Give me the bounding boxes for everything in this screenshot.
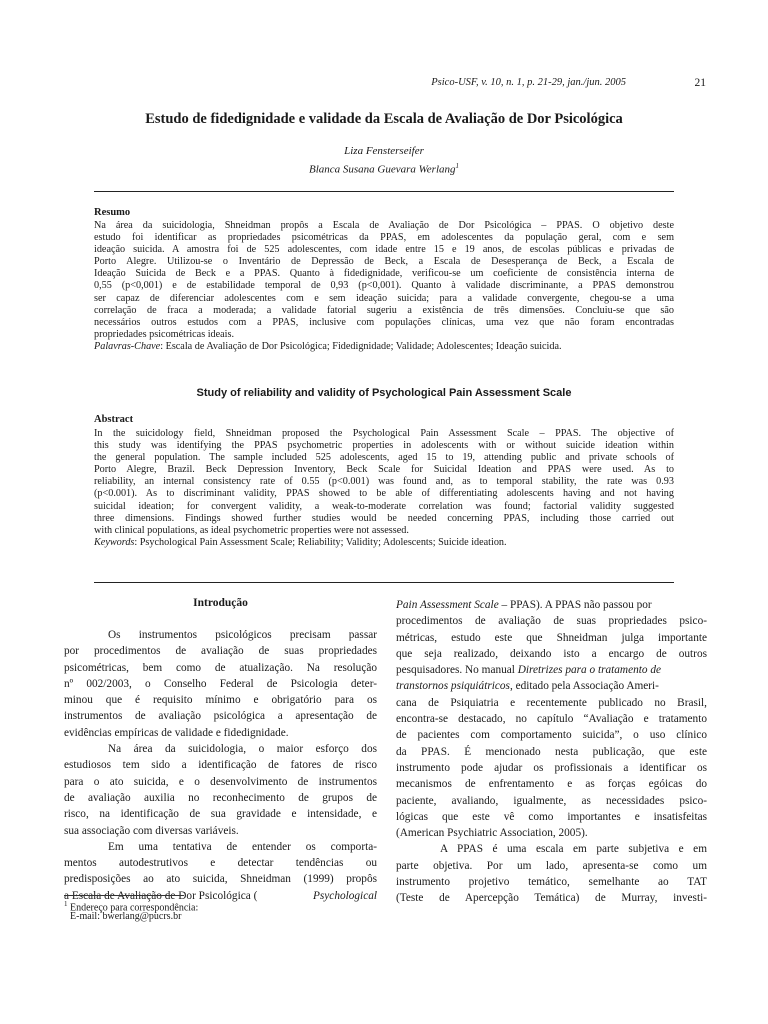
top-divider xyxy=(94,191,674,192)
abstract-line: with clinical populations, as ideal psychometric properties were not assessed. xyxy=(94,524,409,536)
intro-line: Na área da suicidologia, o maior esforço dos xyxy=(108,743,377,756)
intro-line-italic: Pain Assessment Scale xyxy=(396,599,499,611)
intro-line: sua associação com diversas variáveis. xyxy=(64,824,239,837)
abstract-line: (p<0.001). As to discriminant validity, PPAS showed to be able of differentiating adolescents having and not having xyxy=(94,488,674,500)
intro-line: de avaliação auxilia no reconhecimento de grupos de xyxy=(64,791,377,804)
intro-right-column xyxy=(396,597,707,907)
footnote-marker: 1 xyxy=(64,900,68,908)
abstract-body xyxy=(94,428,674,549)
intro-line-text: pesquisadores. No manual xyxy=(396,664,518,677)
intro-line: para o ato suicida, e o desenvolvimento de instrumentos xyxy=(64,775,377,788)
intro-line: nº 002/2003, o Conselho Federal de Psicologia deter- xyxy=(64,677,377,690)
resumo-keywords-text: : Escala de Avaliação de Dor Psicológica; Fidedignidade; Validade; Adolescentes; Ideação suicida. xyxy=(160,340,562,352)
journal-citation: Psico-USF, v. 10, n. 1, p. 21-29, jan./jun. 2005 xyxy=(431,77,626,88)
resumo-line: necessários outros estudos com a PPAS, inclusive com populações clínicas, uma vez que não foram encontradas xyxy=(94,316,674,328)
resumo-line: Porto Alegre. Utilizou-se o Inventário de Depressão de Beck, a Escala de Desesperança de Beck, a Escala de xyxy=(94,256,674,268)
intro-line-text: – PPAS). A PPAS não passou por xyxy=(498,599,652,611)
abstract-line: In the suicidology field, Shneidman proposed the Psychological Pain Assessment Scale – PPAS. The objective of xyxy=(94,428,674,439)
intro-line: (American Psychiatric Association, 2005). xyxy=(396,827,588,840)
footnote-text: Endereço para correspondência: xyxy=(67,902,199,914)
abstract-line: this study was identifying the PPAS psychometric properties in adolescents with or without suicide ideation within xyxy=(94,440,674,452)
intro-line: instrumentos de avaliação psicológica a apresentação de xyxy=(64,710,377,723)
resumo-line: Ideação Suicida de Beck e a PPAS. Quanto à fidedignidade, verificou-se um coeficiente de consistência interna de xyxy=(94,268,674,280)
intro-line: psicométricas, bem como de atualização. Na resolução xyxy=(64,661,377,674)
footnote-divider xyxy=(64,895,184,896)
resumo-body xyxy=(94,220,674,353)
intro-line: instrumento pode ajudar os profissionais a identificar os xyxy=(396,761,707,774)
resumo-heading: Resumo xyxy=(94,207,131,218)
footnote-email: E-mail: bwerlang@pucrs.br xyxy=(70,911,182,922)
resumo-line: ideação suicida. A amostra foi de 525 adolescentes, com idade entre 15 e 19 anos, de escolas públicas e privadas de xyxy=(94,244,674,256)
intro-left-column xyxy=(64,627,377,904)
abstract-line: suicidal ideation; for convergent validity, a weak-to-moderate correlation was found; factorial validity suggested xyxy=(94,500,674,512)
intro-line: por procedimentos de avaliação de suas propriedades xyxy=(64,645,377,658)
intro-line: predisposições ao ato suicida, Shneidman (1999) propôs xyxy=(64,873,377,886)
abstract-line: reliability, an internal consistency rate of 0.55 (p<0.001) was found and, as to temporal stability, the rate was 0.93 xyxy=(94,476,674,488)
resumo-line: 0,55 (p<0,001) e de estabilidade temporal de 0,93 (p<0,001). Quanto à validade discriminante, a PPAS demonstrou xyxy=(94,280,674,292)
abstract-line: the general population. The sample included 525 adolescents, aged 15 to 19, attending public and private schools of xyxy=(94,452,674,464)
intro-line: evidências empíricas de validade e fidedignidade. xyxy=(64,726,289,739)
intro-line: instrumento projetivo temático, semelhante ao TAT xyxy=(396,876,707,889)
intro-line: cana de Psiquiatria e recentemente publicado no Brasil, xyxy=(396,696,707,709)
intro-line: parte objetiva. Por um lado, apresenta-se como um xyxy=(396,859,707,872)
abstract-keywords-text: : Psychological Pain Assessment Scale; Reliability; Validity; Adolescents; Suicide ideation. xyxy=(134,536,507,548)
page-number: 21 xyxy=(694,77,706,89)
intro-line-italic: Psychological xyxy=(313,889,377,902)
intro-line: encontra-se destacado, no capítulo “Avaliação e tratamento xyxy=(396,713,707,726)
intro-line: lógicas que este vê como importantes e insatisfeitas xyxy=(396,810,707,823)
author-2 xyxy=(60,162,708,176)
abstract-line: three dimensions. Findings showed further studies would be needed concerning PPAS, including those carried out xyxy=(94,512,674,524)
intro-line xyxy=(396,662,707,678)
intro-line: procedimentos de avaliação de suas propriedades psico- xyxy=(396,615,707,628)
resumo-line: ser capaz de diferenciar adolescentes com e sem ideação suicida; para a validade convergente, chegou-se a uma xyxy=(94,292,674,304)
resumo-line: estudo foi identificar as propriedades psicométricas da PPAS, em adolescentes da população geral, com e sem xyxy=(94,232,674,244)
intro-line xyxy=(396,678,707,694)
intro-line: métricas, estudo este que Shneidman julga importante xyxy=(396,631,707,644)
abstract-keywords xyxy=(94,537,674,549)
intro-line: mentos autodestrutivos e detectar tendências ou xyxy=(64,857,377,870)
intro-line: minou que é requisito mínimo e obrigatório para os xyxy=(64,694,377,707)
article-title: Estudo de fidedignidade e validade da Escala de Avaliação de Dor Psicológica xyxy=(145,111,623,127)
intro-line: Os instrumentos psicológicos precisam passar xyxy=(108,629,377,641)
intro-line: A PPAS é uma escala em parte subjetiva e em xyxy=(440,843,707,856)
abstract-keywords-label: Keywords xyxy=(94,536,135,548)
intro-line: (Teste de Apercepção Temática) de Murray, investi- xyxy=(396,892,707,905)
author-note-marker: 1 xyxy=(455,162,460,170)
intro-line: que seja realizado, deixando isto a encargo de outros xyxy=(396,647,707,660)
intro-line-text: a Escala de Avaliação de Dor Psicológica ( xyxy=(64,889,258,902)
resumo-line: Na área da suicidologia, Shneidman propôs a Escala de Avaliação de Dor Psicológica – PPAS. O objetivo deste xyxy=(94,220,674,231)
bottom-divider xyxy=(94,582,674,583)
resumo-line: propriedades psicométricas ideais. xyxy=(94,328,235,340)
resumo-line: correlação de fraca a moderada; a validade fatorial sugeriu a existência de três dimensões. Concluiu-se que são xyxy=(94,304,674,316)
resumo-keywords xyxy=(94,341,674,353)
abstract-heading: Abstract xyxy=(94,414,134,425)
intro-line: mecanismos de enfrentamento e as forças egóicas do xyxy=(396,778,707,791)
intro-line: estudiosos tem sido a identificação de fatores de risco xyxy=(64,759,377,772)
author-2-name: Blanca Susana Guevara Werlang xyxy=(308,163,456,176)
intro-heading: Introdução xyxy=(193,597,248,609)
abstract-line: Porto Alegre, Brazil. Beck Depression Inventory, Beck Scale for Suicidal Ideation and PPAS were used. As to xyxy=(94,464,674,476)
resumo-keywords-label: Palavras-Chave xyxy=(94,340,161,352)
author-1: Liza Fensterseifer xyxy=(344,145,424,157)
intro-line: paciente, avaliando, igualmente, as necessidades psico- xyxy=(396,794,707,807)
intro-line-italic: Diretrizes para o tratamento de xyxy=(517,664,662,677)
intro-line: de pacientes com comportamento suicida”, o uso clínico xyxy=(396,729,707,742)
intro-line: risco, na identificação de sua gravidade e intensidade, e xyxy=(64,808,377,821)
intro-line-italic: transtornos psiquiátricos xyxy=(396,680,510,693)
intro-line: Em uma tentativa de entender os comporta- xyxy=(108,840,377,853)
intro-line xyxy=(396,597,707,613)
intro-line-text: , editado pela Associação Ameri- xyxy=(509,680,659,693)
english-title: Study of reliability and validity of Psychological Pain Assessment Scale xyxy=(196,387,572,399)
intro-line: da PPAS. É mencionado nesta publicação, que este xyxy=(396,745,707,758)
